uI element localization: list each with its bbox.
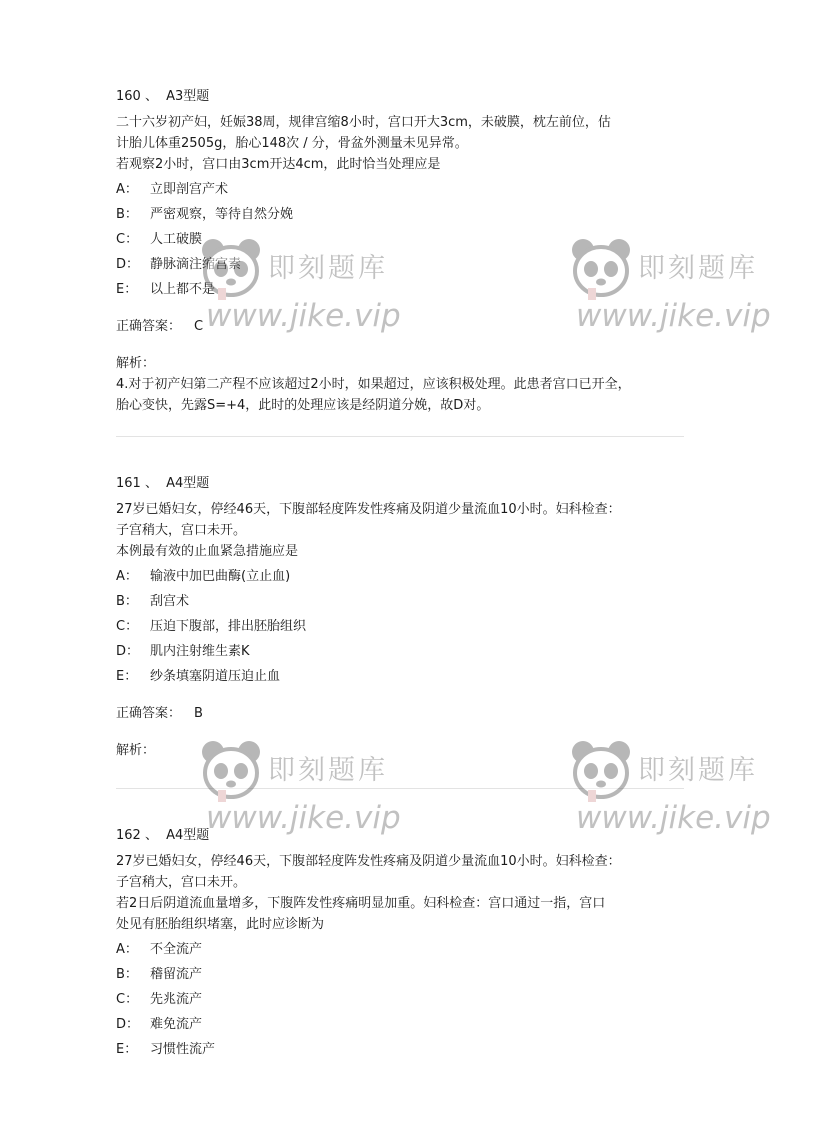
question-type: A3型题 [166,89,210,104]
option-key: A： [116,942,138,957]
stem-line: 子宫稍大，宫口未开。 [116,875,247,890]
watermark-brand: 即刻题库 [638,253,758,284]
answer-label: 正确答案： [116,319,182,334]
watermark-brand: 即刻题库 [268,755,388,786]
answer-label: 正确答案： [116,706,182,721]
panda-logo-icon [568,236,634,302]
option-text: 压迫下腹部，排出胚胎组织 [150,619,307,634]
option-e [116,668,686,686]
stem-line: 计胎儿体重2505g，胎心148次 / 分，骨盆外测量未见异常。 [116,136,468,151]
option-text: 以上都不是 [150,282,216,297]
stem-line: 27岁已婚妇女，停经46天，下腹部轻度阵发性疼痛及阴道少量流血10小时。妇科检查： [116,502,621,517]
watermark [568,738,828,858]
option-a [116,181,686,199]
option-text: 立即剖宫产术 [150,182,229,197]
option-d [116,1016,686,1034]
option-text: 严密观察，等待自然分娩 [150,207,294,222]
explanation-line: 4.对于初产妇第二产程不应该超过2小时，如果超过，应该积极处理。此患者宫口已开全， [116,377,631,392]
option-text: 输液中加巴曲酶(立止血) [150,569,291,584]
option-key: B： [116,967,138,982]
question-number: 161 、 [116,476,158,491]
stem-line: 本例最有效的止血紧急措施应是 [116,544,299,559]
option-text: 稽留流产 [150,967,203,982]
option-text: 刮宫术 [150,594,190,609]
option-c [116,618,686,636]
question-number: 162 、 [116,828,158,843]
watermark-url: www.jike.vip [206,298,401,334]
explanation-text [116,374,686,416]
stem-line: 27岁已婚妇女，停经46天，下腹部轻度阵发性疼痛及阴道少量流血10小时。妇科检查： [116,854,621,869]
question-stem [116,112,686,175]
answer-value: B [194,706,203,721]
watermark-brand: 即刻题库 [638,755,758,786]
question-type: A4型题 [166,828,210,843]
option-a [116,941,686,959]
options-list [116,568,686,686]
option-a [116,568,686,586]
option-text: 习惯性流产 [150,1042,216,1057]
question-stem [116,499,686,562]
option-key: D： [116,257,140,272]
watermark-clip [568,738,771,868]
question-divider [116,436,684,437]
watermark-clip [568,236,771,366]
option-text: 人工破膜 [150,232,203,247]
options-list [116,941,686,1059]
option-e [116,1041,686,1059]
panda-logo-icon [568,738,634,804]
answer-value: C [194,319,204,334]
question-header [116,475,686,493]
watermark-brand: 即刻题库 [268,253,388,284]
option-key: A： [116,182,138,197]
option-c [116,991,686,1009]
explanation-label: 解析： [116,356,156,371]
explanation-line: 胎心变快，先露S=+4，此时的处理应该是经阴道分娩，故D对。 [116,398,490,413]
option-key: B： [116,207,138,222]
option-text: 先兆流产 [150,992,203,1007]
option-key: E： [116,669,138,684]
correct-answer [116,705,686,723]
stem-line: 若2日后阴道流血量增多，下腹阵发性疼痛明显加重。妇科检查：宫口通过一指，宫口 [116,896,606,911]
stem-line: 子宫稍大，宫口未开。 [116,523,247,538]
stem-line: 若观察2小时，宫口由3cm开达4cm，此时恰当处理应是 [116,157,441,172]
option-text: 肌内注射维生素K [150,644,250,659]
watermark [568,236,828,356]
watermark-url: www.jike.vip [576,298,771,334]
stem-line: 处见有胚胎组织堵塞，此时应诊断为 [116,917,325,932]
option-text: 纱条填塞阴道压迫止血 [150,669,281,684]
option-b [116,593,686,611]
option-key: C： [116,619,139,634]
option-key: C： [116,992,139,1007]
question-161 [116,475,686,760]
option-d [116,643,686,661]
option-key: D： [116,644,140,659]
question-header [116,88,686,106]
option-key: B： [116,594,138,609]
option-b [116,206,686,224]
watermark-url: www.jike.vip [206,800,401,836]
option-text: 难免流产 [150,1017,203,1032]
option-key: C： [116,232,139,247]
question-type: A4型题 [166,476,210,491]
question-number: 160 、 [116,89,158,104]
option-key: E： [116,1042,138,1057]
option-b [116,966,686,984]
explanation-label: 解析： [116,743,156,758]
option-text: 静脉滴注缩宫素 [150,257,242,272]
option-text: 不全流产 [150,942,203,957]
watermark-url: www.jike.vip [576,800,771,836]
option-key: A： [116,569,138,584]
option-key: D： [116,1017,140,1032]
stem-line: 二十六岁初产妇，妊娠38周，规律宫缩8小时，宫口开大3cm，未破膜，枕左前位，估 [116,115,611,130]
option-key: E： [116,282,138,297]
